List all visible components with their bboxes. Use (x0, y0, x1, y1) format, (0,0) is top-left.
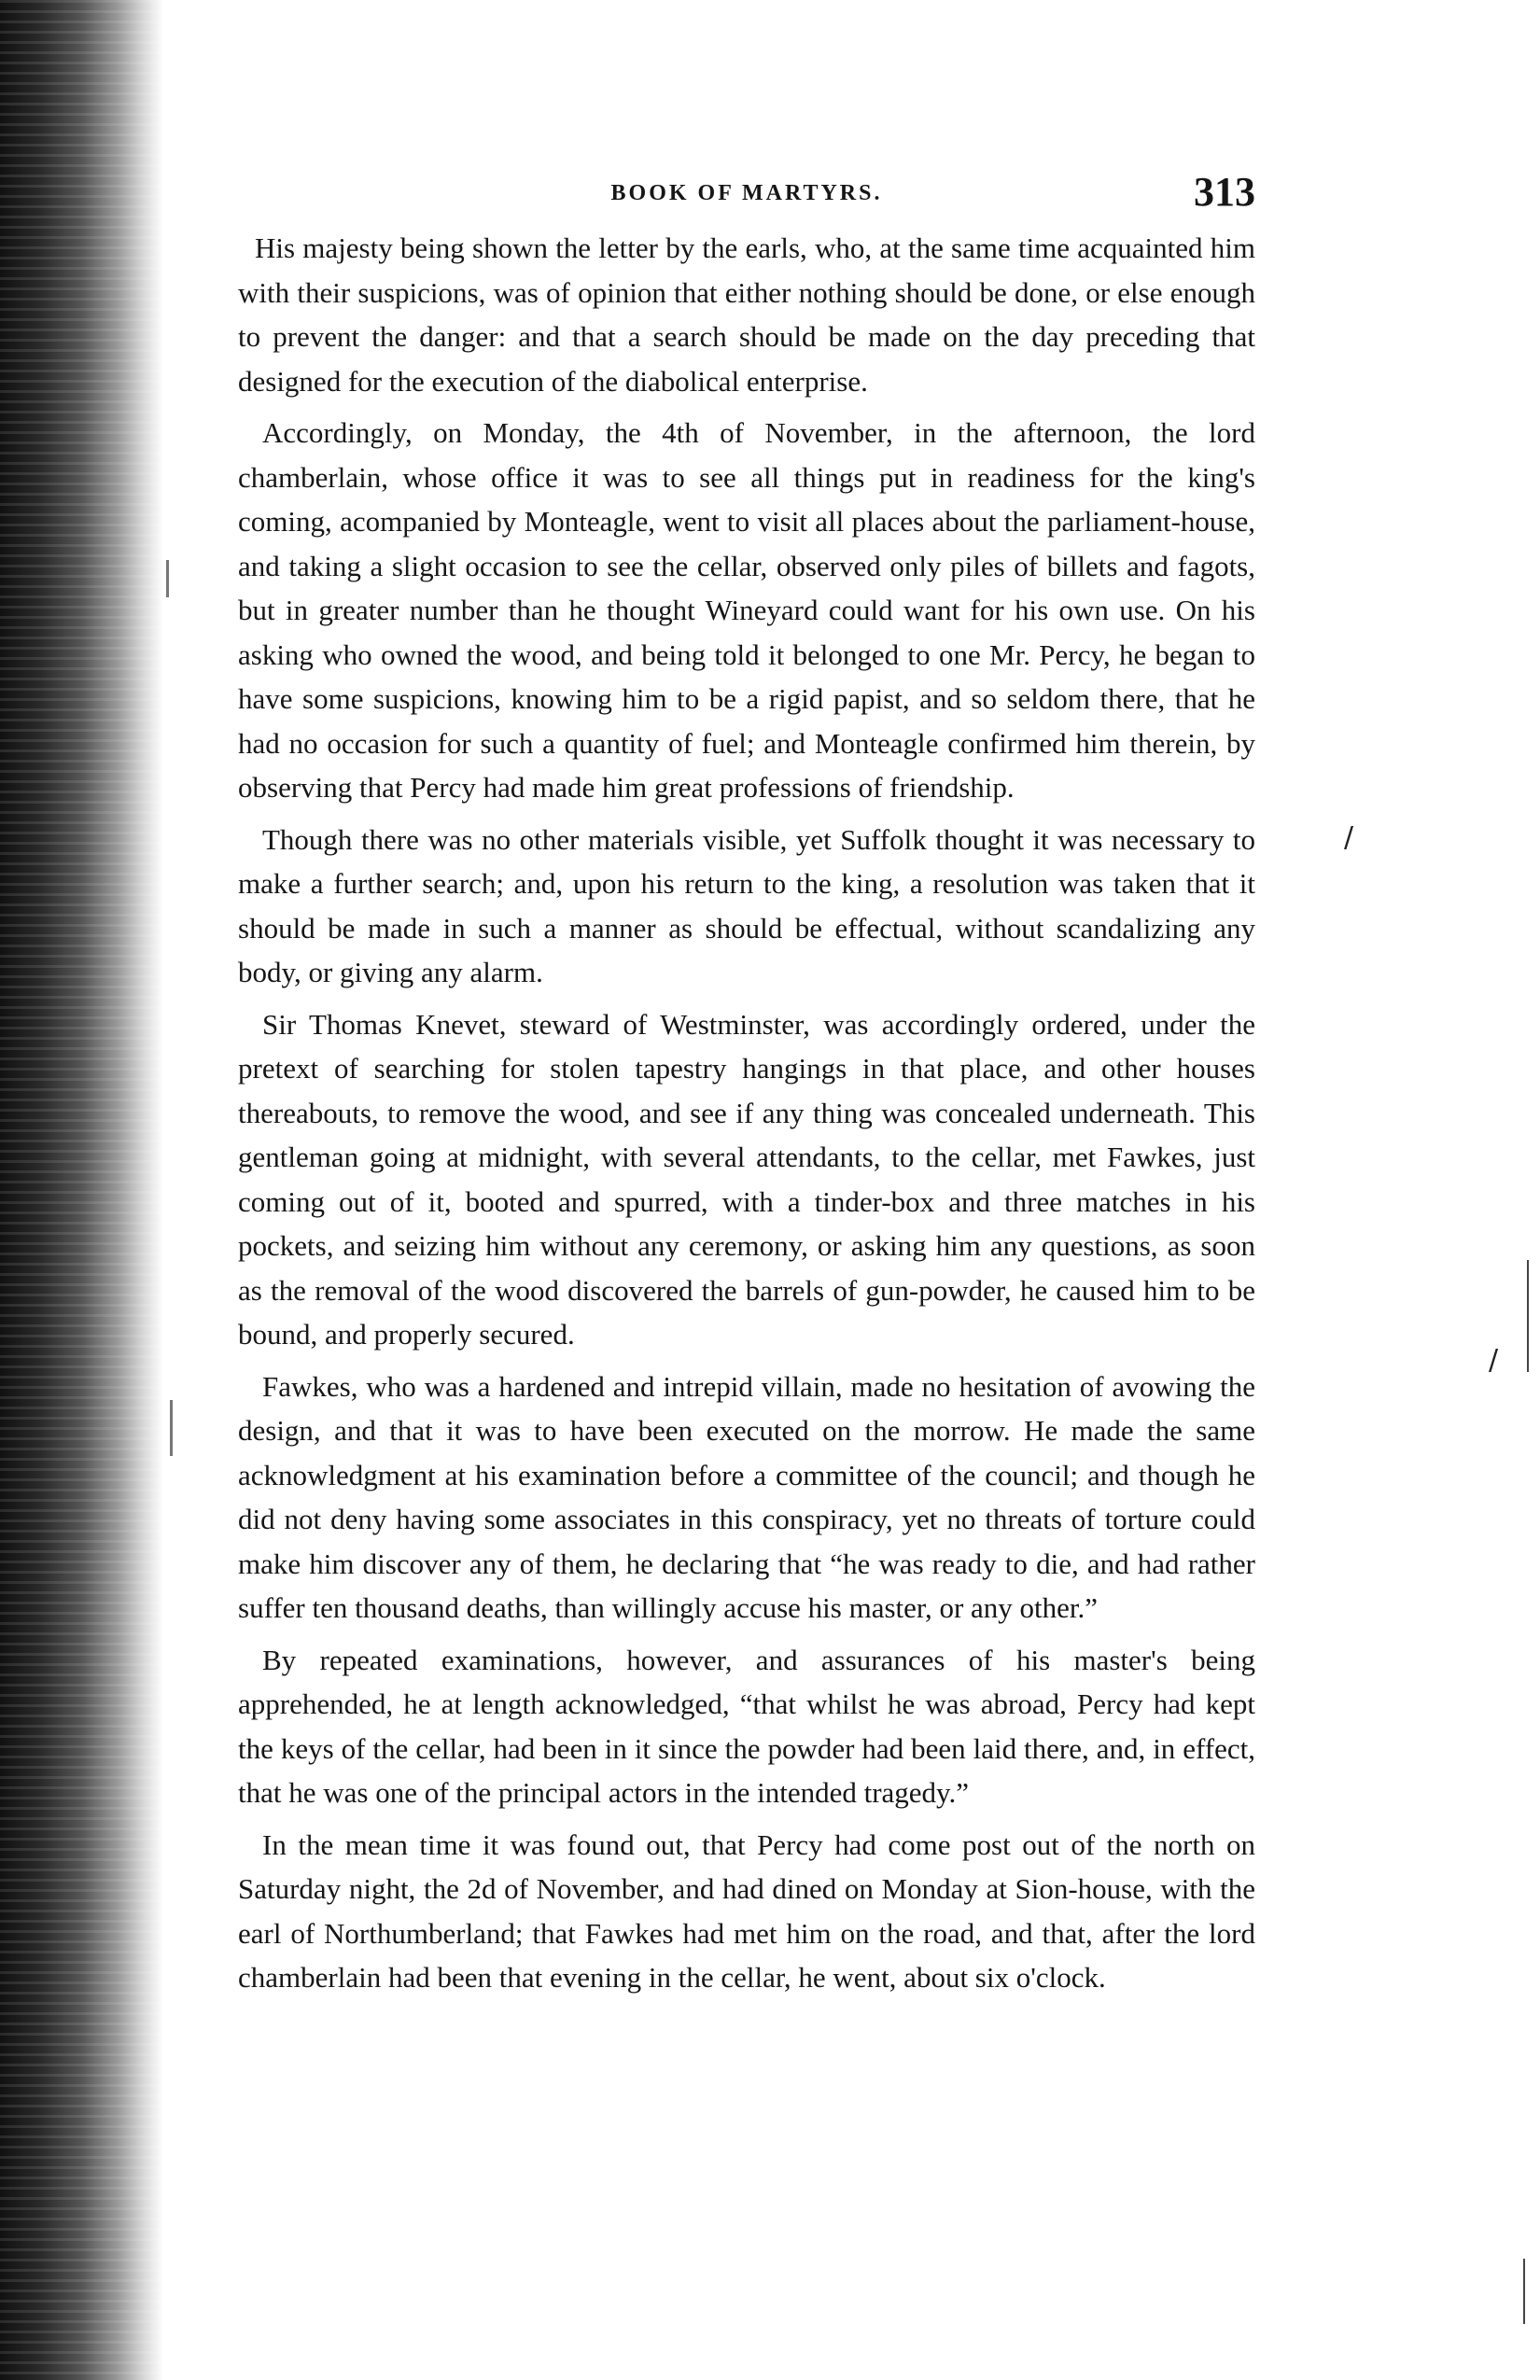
right-edge-artifact (1527, 1260, 1529, 1372)
paragraph-further-search: Though there was no other materials visible, yet Suffolk thought it was necessary to make a further search; and, upon his return to the king, a resolution was taken that it should be made in such a manner as should be effectual, without scandalizing any body, or giving any alarm. (238, 822, 1255, 988)
binding-edge (0, 0, 163, 2380)
running-title: BOOK OF MARTYRS. (610, 181, 883, 205)
margin-tick-mark: / (1344, 821, 1354, 854)
paragraph-fawkes-confession: Fawkes, who was a hardened and intrepid villain, made no hesitation of avowing the design, and that it was to have been executed on the morrow. He made the same acknowledgment at his examination before a committee of the council; and though he did not deny having some associates in this conspiracy, yet no threats of torture could make him discover any of them, he declaring that “he was ready to die, and had rather suffer ten thousand deaths, than willingly accuse his master, or any other.” (238, 1369, 1255, 1624)
right-edge-artifact (1523, 2259, 1525, 2324)
margin-tick-mark: / (1489, 1344, 1499, 1377)
page-number: 313 (1194, 169, 1255, 215)
book-page (238, 168, 1255, 2008)
paragraph-letter-shown: His majesty being shown the letter by the earls, who, at the same time acquainted him with their suspicions, was of opinion that either nothing should be done, or else enough to prevent the danger: and that a search should be made on the day preceding that designed for the execution of the diabolical enterprise. (238, 231, 1255, 398)
body-text (238, 226, 1255, 2000)
paragraph-cellar-visit: Accordingly, on Monday, the 4th of November, in the afternoon, the lord chamberlain, whose office it was to see all things put in readiness for the king's coming, acompanied by Monteagle, went to visit all places about the parliament-house, and taking a slight occasion to see the cellar, observed only piles of billets and fagots, but in greater number than he thought Wineyard could want for his own use. On his asking who owned the wood, and being told it belonged to one Mr. Percy, he began to have some suspicions, knowing him to be a rigid papist, and so seldom there, that he had no occasion for such a quantity of fuel; and Monteagle confirmed him therein, by observing that Percy had made him great professions of friendship. (238, 416, 1255, 804)
running-head (238, 168, 1255, 226)
paragraph-knevet-search: Sir Thomas Knevet, steward of Westminster, was accordingly ordered, under the pretext of searching for stolen tapestry hangings in that place, and other houses thereabouts, to remove the wood, and see if any thing was concealed underneath. This gentleman going at midnight, with several attendants, to the cellar, met Fawkes, just coming out of it, booted and spurred, with a tinder-box and three matches in his pockets, and seizing him without any ceremony, or asking him any questions, as soon as the removal of the wood discovered the barrels of gun-powder, he caused him to be bound, and properly secured. (238, 1007, 1255, 1351)
paragraph-repeated-examinations: By repeated examinations, however, and assurances of his master's being apprehended, he at length acknowledged, “that whilst he was abroad, Percy had kept the keys of the cellar, had been in it since the powder had been laid there, and, in effect, that he was one of the principal actors in the intended tragedy.” (238, 1643, 1255, 1809)
binding-speck (170, 1400, 173, 1456)
binding-speck (166, 560, 169, 597)
paragraph-percy-arrival: In the mean time it was found out, that Percy had come post out of the north on Saturday night, the 2d of November, and had dined on Monday at Sion-house, with the earl of Northumberland; that Fawkes had met him on the road, and that, after the lord chamberlain had been that evening in the cellar, he went, about six o'clock. (238, 1827, 1255, 1994)
